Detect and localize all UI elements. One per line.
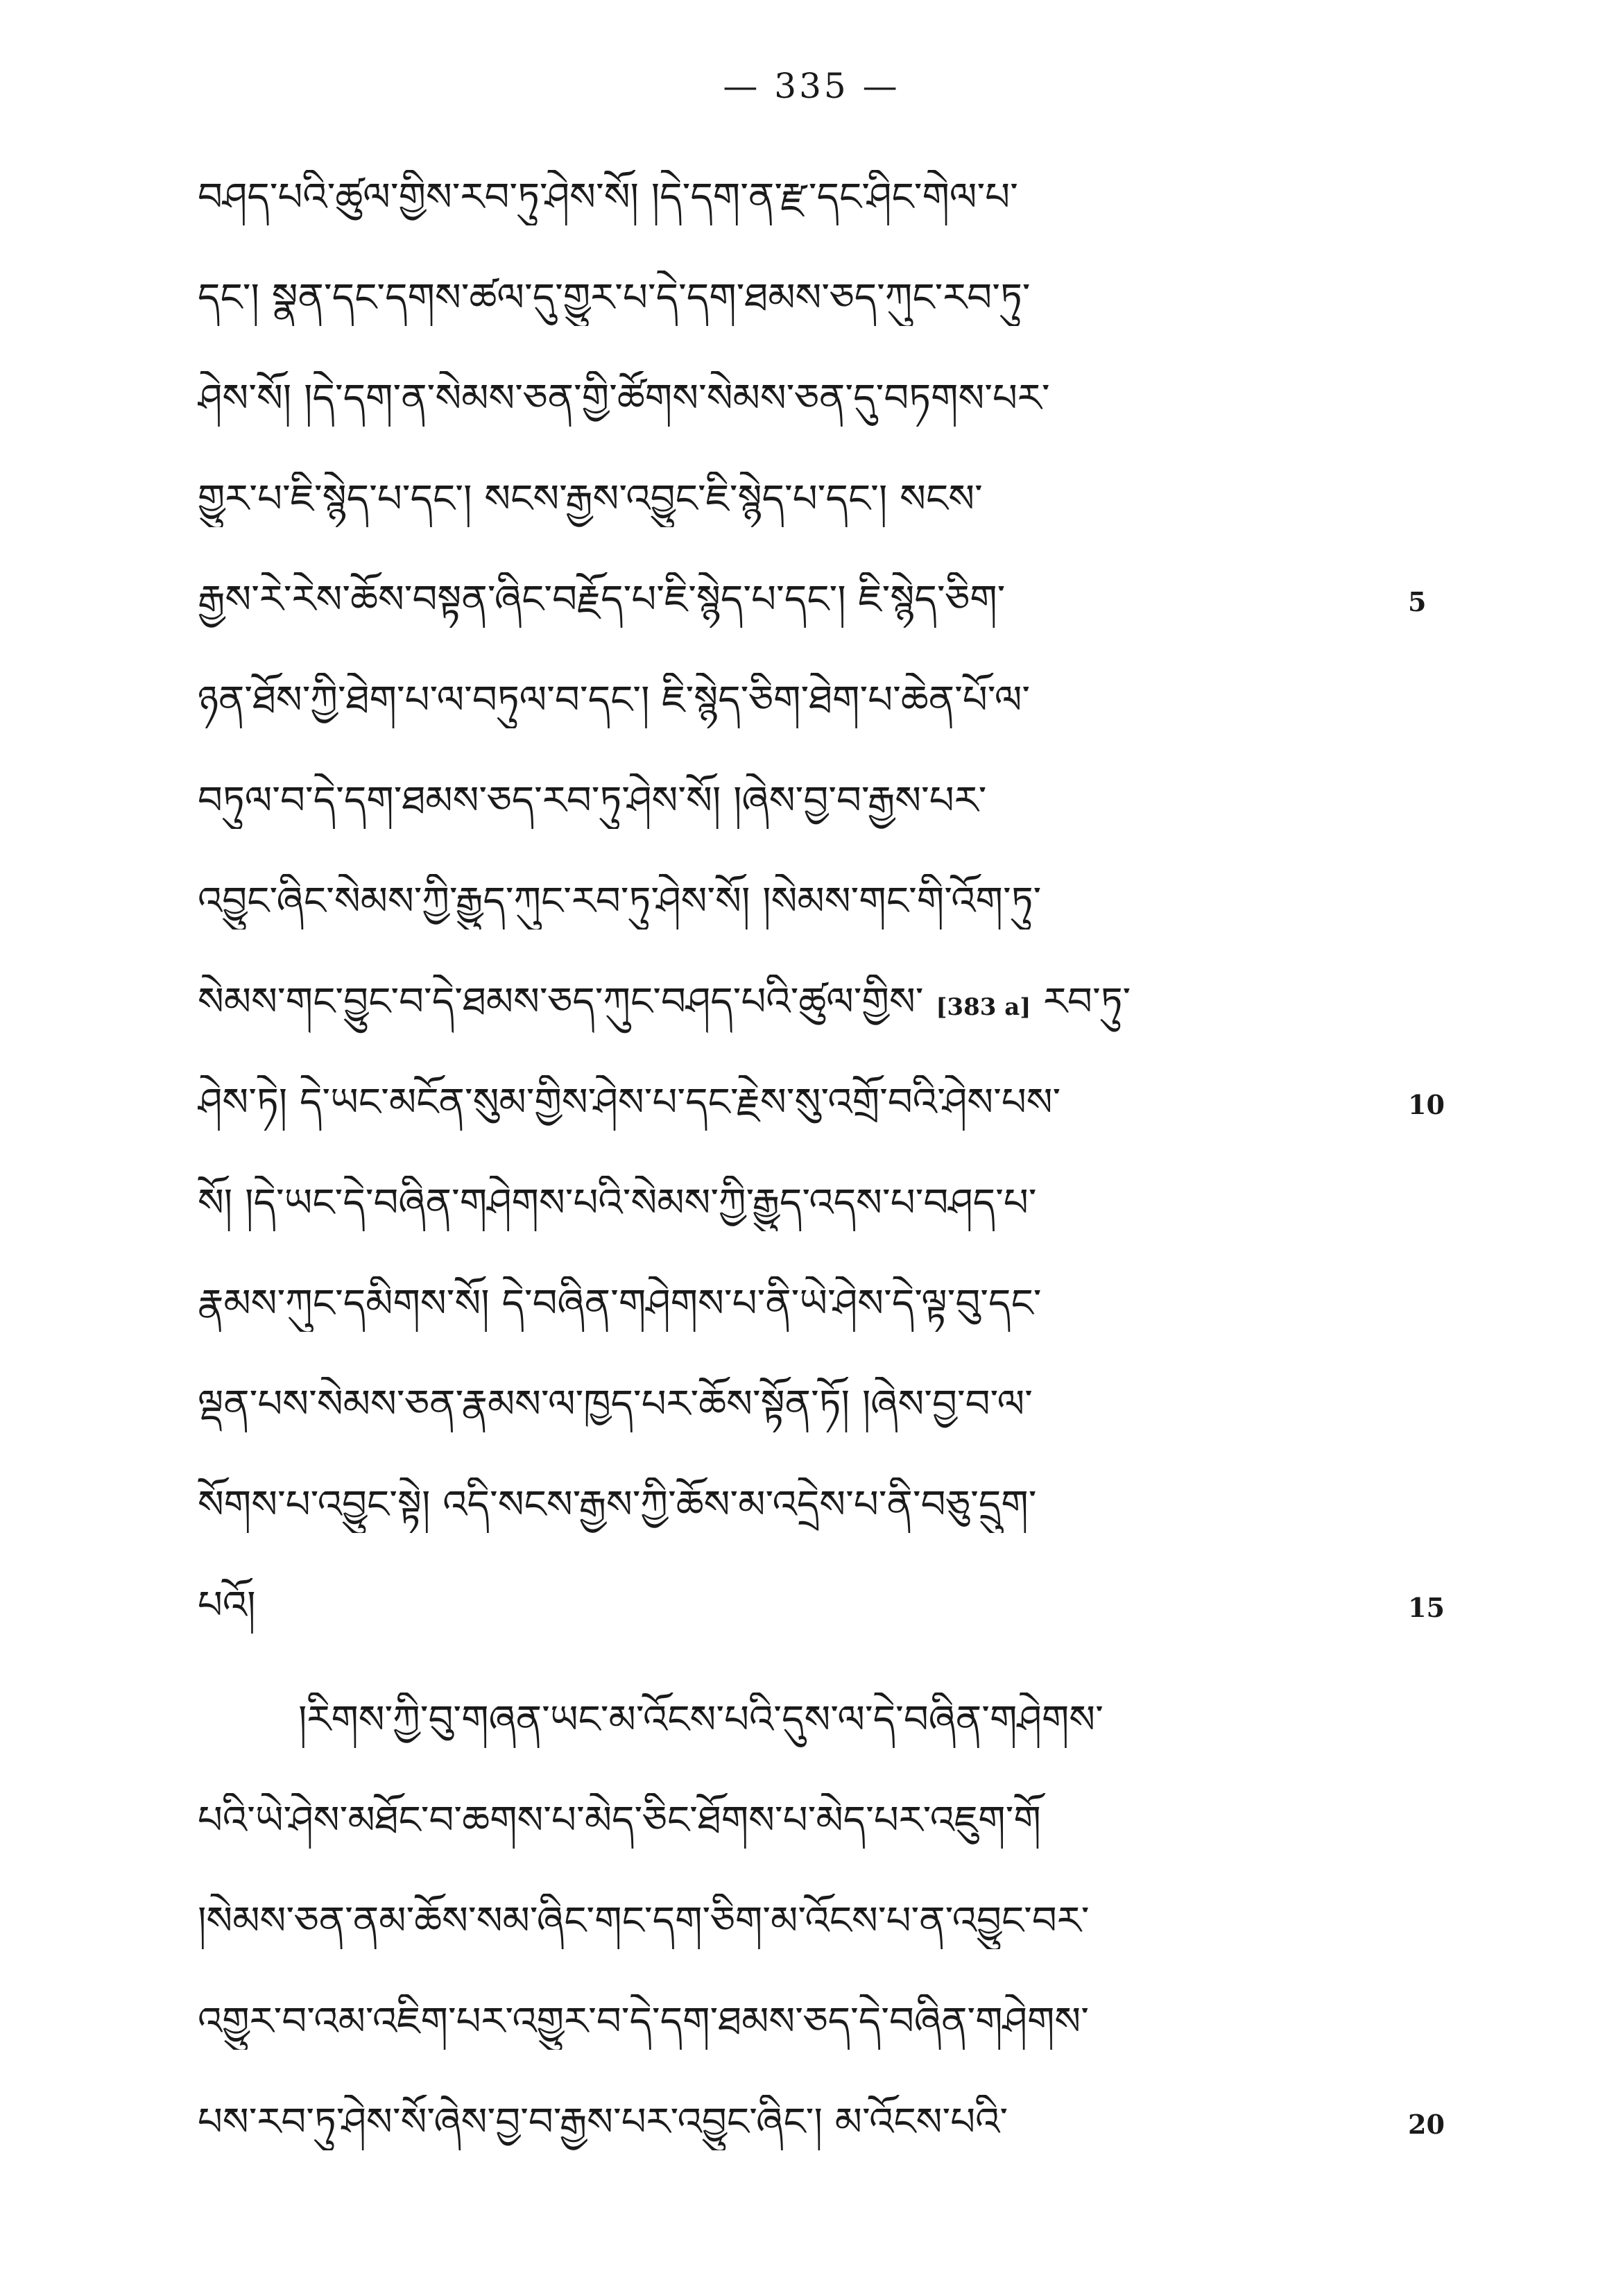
text-line: དང་། སྣན་དང་དགས་ཚལ་དུ་གྱུར་པ་དེ་དག་ཐམས་ཅད་ཀུང་རབ་ཏུ་: [198, 275, 1031, 320]
text-line: །རིགས་ཀྱི་བུ་གཞན་ཡང་མ་འོངས་པའི་དུས་ལ་དེ་བཞིན་གཤེགས་: [298, 1697, 1104, 1742]
text-line: པའི་ཡེ་ཤེས་མཐོང་བ་ཆགས་པ་མེད་ཅིང་ཐོགས་པ་མེད་པར་འཇུག་གོ: [198, 1798, 1041, 1843]
text-line: སོ། །དེ་ཡང་དེ་བཞིན་གཤེགས་པའི་སེམས་ཀྱི་རྒྱུད་འདས་པ་བཤད་པ་: [198, 1181, 1037, 1226]
text-line: །སེམས་ཅན་ནམ་ཆོས་སམ་ཞིང་གང་དག་ཅིག་མ་འོངས་པ་ན་འབྱུང་བར་: [198, 1899, 1090, 1944]
text-line: པའོ།: [198, 1583, 256, 1628]
folio-reference: [383 a]: [936, 993, 1031, 1021]
line-number: 20: [1408, 2109, 1445, 2140]
line-number: 5: [1408, 586, 1427, 617]
text-line: འགྱུར་བ་འམ་འཇིག་པར་འགྱུར་བ་དེ་དག་ཐམས་ཅད་དེ་བཞིན་གཤེགས་: [198, 1999, 1089, 2044]
text-line-with-folio: [198, 975, 1377, 1035]
text-line: འབྱུང་ཞིང་སེམས་ཀྱི་རྒྱུད་ཀུང་རབ་ཏུ་ཤེས་སོ། །སེམས་གང་གི་འོག་ཏུ་: [198, 879, 1042, 924]
line-number: 15: [1408, 1592, 1445, 1623]
text-line: རྣམས་ཀུང་དམིགས་སོ། དེ་བཞིན་གཤེགས་པ་ནི་ཡེ་ཤེས་དེ་ལྟ་བུ་དང་: [198, 1281, 1042, 1326]
text-line: བཏུལ་བ་དེ་དག་ཐམས་ཅད་རབ་ཏུ་ཤེས་སོ། །ཞེས་བྱ་བ་རྒྱས་པར་: [198, 778, 987, 823]
text-line: ཤེས་ཏེ། དེ་ཡང་མངོན་སུམ་གྱིས་ཤེས་པ་དང་རྗེས་སུ་འགྲོ་བའི་ཤེས་པས་: [198, 1080, 1061, 1125]
text-line: བཤད་པའི་ཚུལ་གྱིས་རབ་ཏུ་ཤེས་སོ། །དེ་དག་ན་རྫ་དང་ཤིང་གེལ་པ་: [198, 175, 1018, 220]
text-segment: སེམས་གང་བྱུང་བ་དེ་ཐམས་ཅད་ཀུང་བཤད་པའི་ཚུལ་གྱིས་: [198, 979, 924, 1025]
text-segment: རབ་ཏུ་: [1043, 979, 1131, 1025]
text-line: གྱུར་པ་ཇི་སྙེད་པ་དང་། སངས་རྒྱས་འབྱུང་ཇི་སྙེད་པ་དང་། སངས་: [198, 477, 983, 522]
text-line: ཉན་ཐོས་ཀྱི་ཐེག་པ་ལ་བཏུལ་བ་དང་། ཇི་སྙེད་ཅིག་ཐེག་པ་ཆེན་པོ་ལ་: [198, 678, 1031, 723]
page-number: — 335 —: [723, 66, 900, 106]
text-line: ལྡན་པས་སེམས་ཅན་རྣམས་ལ་ཁྱད་པར་ཆོས་སྟོན་ཏོ། །ཞེས་བྱ་བ་ལ་: [198, 1382, 1033, 1427]
text-line: ཤེས་སོ། །དེ་དག་ན་སེམས་ཅན་གྱི་ཚོགས་སེམས་ཅན་དུ་བཏགས་པར་: [198, 376, 1050, 421]
line-number: 10: [1408, 1089, 1445, 1120]
text-line: སོགས་པ་འབྱུང་སྟེ། འདི་སངས་རྒྱས་ཀྱི་ཆོས་མ་འདྲེས་པ་ནི་བཅུ་དྲུག་: [198, 1482, 1037, 1527]
text-line: རྒྱས་རེ་རེས་ཆོས་བསྟན་ཞིང་བརྗོད་པ་ཇི་སྙེད་པ་དང་། ཇི་སྙེད་ཅིག་: [198, 577, 1006, 622]
text-line: པས་རབ་ཏུ་ཤེས་སོ་ཞེས་བྱ་བ་རྒྱས་པར་འབྱུང་ཞིང་། མ་འོངས་པའི་: [198, 2100, 1008, 2145]
